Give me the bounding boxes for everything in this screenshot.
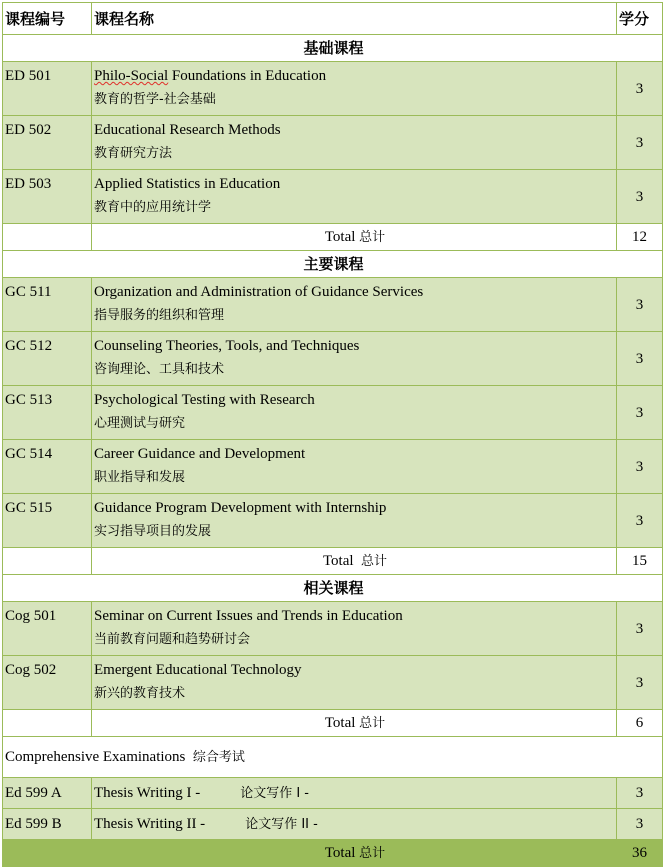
course-credit: 3 <box>617 809 663 840</box>
course-name-en: Thesis Writing I - <box>94 784 201 801</box>
table-row <box>3 332 663 386</box>
table-row <box>3 62 663 116</box>
course-name <box>92 440 617 494</box>
course-name-cn: 论文写作 I - <box>240 785 309 801</box>
exam-label-cn: 综合考试 <box>192 749 245 765</box>
course-name-en: Career Guidance and Development <box>94 446 306 462</box>
course-name-cn: 职业指导和发展 <box>94 470 186 485</box>
total-credit: 6 <box>617 710 663 737</box>
course-name <box>92 116 617 170</box>
total-label-cn: 总计 <box>359 229 386 245</box>
course-name-cn: 实习指导项目的发展 <box>94 524 212 539</box>
course-credit: 3 <box>617 602 663 656</box>
header-row <box>3 3 663 35</box>
course-code: ED 501 <box>3 62 92 116</box>
course-name-cn: 新兴的教育技术 <box>94 686 186 701</box>
course-name <box>92 170 617 224</box>
course-code: GC 511 <box>3 278 92 332</box>
header-name: 课程名称 <box>92 3 617 35</box>
total-label-en: Total <box>322 552 354 569</box>
course-credit: 3 <box>617 656 663 710</box>
table-row <box>3 386 663 440</box>
spellcheck-word: Philo-Social <box>94 68 169 84</box>
course-name-cn: 心理测试与研究 <box>94 416 186 431</box>
exam-label <box>3 737 663 778</box>
exam-row <box>3 737 663 778</box>
table-row <box>3 602 663 656</box>
table-row <box>3 494 663 548</box>
course-credit: 3 <box>617 62 663 116</box>
course-name-en <box>94 64 616 88</box>
total-label <box>92 224 617 251</box>
table-row <box>3 170 663 224</box>
course-name-en: Guidance Program Development with Internship <box>94 500 387 516</box>
course-name-cn: 当前教育问题和趋势研讨会 <box>94 632 251 647</box>
course-name <box>92 602 617 656</box>
course-name-cn: 教育中的应用统计学 <box>94 200 212 215</box>
course-code: ED 502 <box>3 116 92 170</box>
curriculum-table <box>2 2 663 867</box>
course-name-en: Psychological Testing with Research <box>94 392 315 408</box>
course-code: Ed 599 A <box>3 778 92 809</box>
course-name-cn: 教育研究方法 <box>94 146 173 161</box>
course-name <box>92 278 617 332</box>
course-name <box>92 778 617 809</box>
course-name <box>92 62 617 116</box>
course-credit: 3 <box>617 170 663 224</box>
grand-total-label-cn: 总计 <box>359 845 386 861</box>
table-row <box>3 809 663 840</box>
total-blank <box>3 548 92 575</box>
course-credit: 3 <box>617 278 663 332</box>
total-row <box>3 710 663 737</box>
course-name-en: Educational Research Methods <box>94 122 281 138</box>
course-credit: 3 <box>617 440 663 494</box>
course-name <box>92 386 617 440</box>
course-code: ED 503 <box>3 170 92 224</box>
table-row <box>3 440 663 494</box>
course-name-en: Applied Statistics in Education <box>94 176 281 192</box>
total-label-en: Total <box>324 228 356 245</box>
total-row <box>3 548 663 575</box>
course-name <box>92 494 617 548</box>
course-name-cn: 论文写作 II - <box>245 816 318 832</box>
grand-total-value: 36 <box>617 840 663 867</box>
course-name-cn: 教育的哲学-社会基础 <box>94 92 216 107</box>
course-credit: 3 <box>617 778 663 809</box>
header-credit: 学分 <box>617 3 663 35</box>
course-name-cn: 指导服务的组织和管理 <box>94 308 225 323</box>
grand-total-label-en: Total <box>324 844 356 861</box>
section-title-row <box>3 35 663 62</box>
course-code: Cog 501 <box>3 602 92 656</box>
course-code: GC 514 <box>3 440 92 494</box>
course-name <box>92 332 617 386</box>
course-name <box>92 656 617 710</box>
course-credit: 3 <box>617 332 663 386</box>
course-name-cn: 咨询理论、工具和技术 <box>94 362 225 377</box>
table-row <box>3 116 663 170</box>
exam-label-en: Comprehensive Examinations <box>5 748 186 765</box>
course-code: GC 515 <box>3 494 92 548</box>
total-blank <box>3 224 92 251</box>
total-label-en: Total <box>324 714 356 731</box>
course-name <box>92 809 617 840</box>
course-name-en: Thesis Writing II - <box>94 815 206 832</box>
course-credit: 3 <box>617 494 663 548</box>
course-credit: 3 <box>617 116 663 170</box>
course-code: GC 512 <box>3 332 92 386</box>
course-name-en: Counseling Theories, Tools, and Techniques <box>94 338 360 354</box>
course-credit: 3 <box>617 386 663 440</box>
grand-total-blank <box>3 840 92 867</box>
grand-total-row <box>3 840 663 867</box>
total-row <box>3 224 663 251</box>
section-title: 相关课程 <box>3 575 663 602</box>
total-label-cn: 总计 <box>359 715 386 731</box>
total-credit: 15 <box>617 548 663 575</box>
table-row <box>3 656 663 710</box>
course-name-en: Emergent Educational Technology <box>94 662 302 678</box>
table-row <box>3 278 663 332</box>
course-name-en-rest: Foundations in Education <box>168 68 327 84</box>
course-code: Cog 502 <box>3 656 92 710</box>
total-label-cn: 总计 <box>361 553 388 569</box>
table-row <box>3 778 663 809</box>
section-title-row <box>3 575 663 602</box>
course-code: Ed 599 B <box>3 809 92 840</box>
total-credit: 12 <box>617 224 663 251</box>
section-title: 主要课程 <box>3 251 663 278</box>
course-name-en: Organization and Administration of Guidance Services <box>94 284 424 300</box>
header-code: 课程编号 <box>3 3 92 35</box>
course-name-en: Seminar on Current Issues and Trends in Education <box>94 608 403 624</box>
total-blank <box>3 710 92 737</box>
total-label <box>92 548 617 575</box>
total-label <box>92 710 617 737</box>
section-title-row <box>3 251 663 278</box>
grand-total-label <box>92 840 617 867</box>
course-code: GC 513 <box>3 386 92 440</box>
section-title: 基础课程 <box>3 35 663 62</box>
